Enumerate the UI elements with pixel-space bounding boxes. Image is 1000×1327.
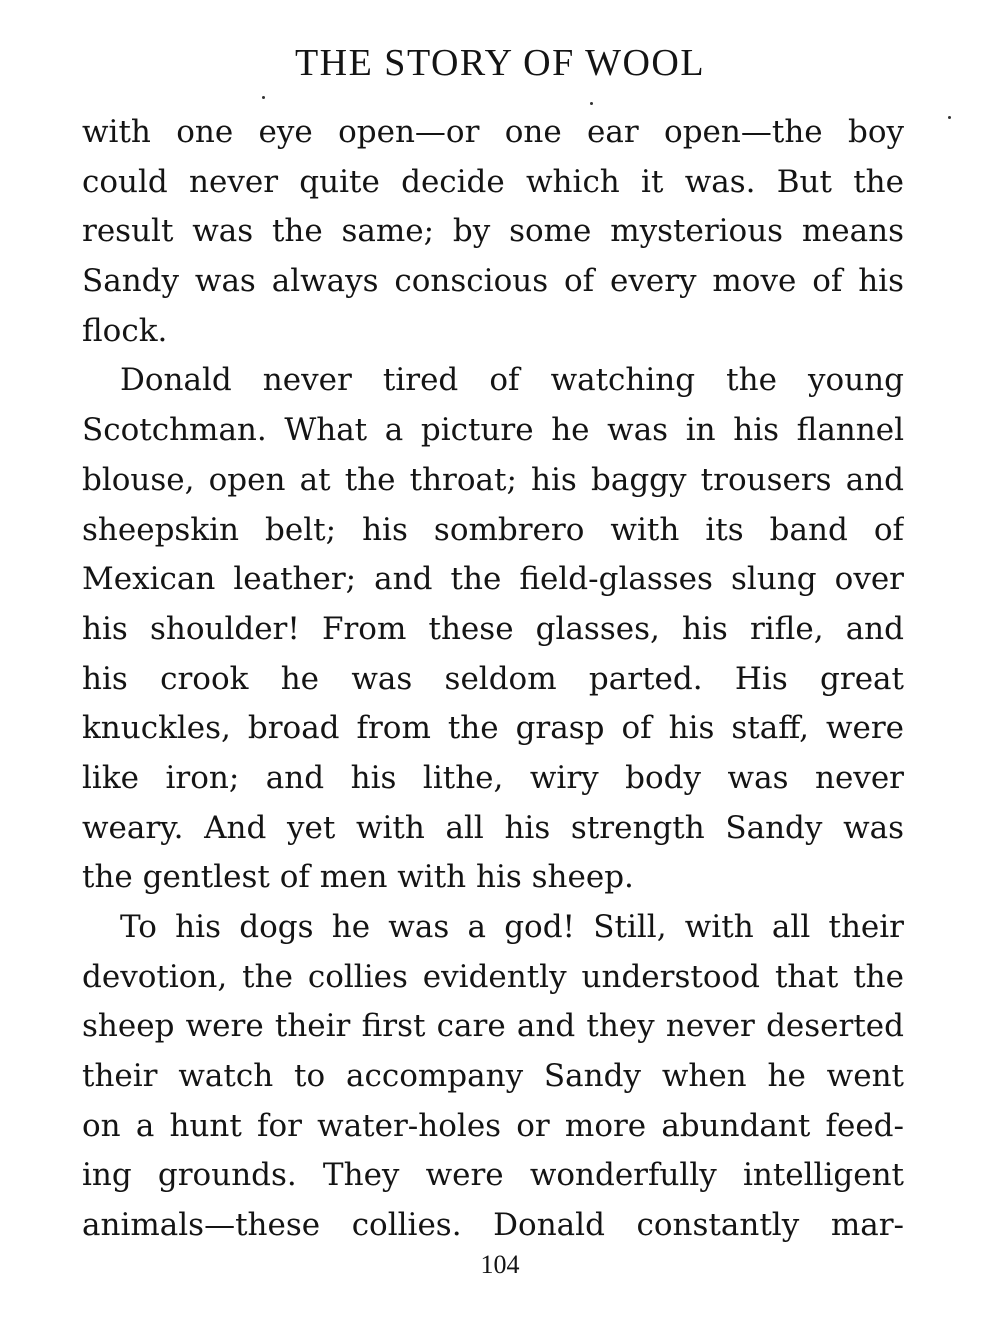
text-line: Donald never tired of watching the young	[120, 362, 904, 399]
text-line: devotion, the collies evidently understood that the	[82, 958, 904, 995]
text-line: like iron; and his lithe, wiry body was never	[82, 759, 904, 796]
text-line: To his dogs he was a god! Still, with all their	[120, 909, 904, 945]
paragraph	[82, 356, 904, 903]
text-line: animals—these collies. Donald constantly mar-	[82, 1207, 904, 1244]
text-line: their watch to accompany Sandy when he went	[82, 1058, 904, 1095]
text-line: Mexican leather; and the field-glasses slung over	[82, 561, 904, 598]
running-head: THE STORY OF WOOL	[294, 42, 706, 84]
text-line: weary. And yet with all his strength Sandy was	[82, 809, 904, 846]
text-line: his crook he was seldom parted. His great	[82, 660, 904, 697]
print-speck	[590, 102, 593, 105]
text-line: Scotchman. What a picture he was in his flannel	[82, 412, 904, 449]
text-line: result was the same; by some mysterious means	[82, 213, 904, 250]
text-line: sheepskin belt; his sombrero with its band of	[82, 511, 904, 548]
print-speck	[262, 96, 265, 99]
text-line: on a hunt for water-holes or more abundant feed-	[82, 1107, 904, 1144]
paragraph	[82, 108, 904, 356]
text-line: ing grounds. They were wonderfully intelligent	[82, 1157, 904, 1194]
text-line: blouse, open at the throat; his baggy trousers and	[82, 461, 904, 498]
print-speck	[948, 116, 951, 119]
text-line: his shoulder! From these glasses, his rifle, and	[82, 610, 904, 647]
text-line: flock.	[82, 312, 168, 349]
text-line: the gentlest of men with his sheep.	[82, 859, 634, 896]
text-line: could never quite decide which it was. But the	[82, 163, 904, 200]
paragraph	[82, 903, 904, 1251]
body-text	[82, 108, 904, 1251]
text-line: with one eye open—or one ear open—the boy	[82, 114, 904, 150]
text-line: knuckles, broad from the grasp of his staff, were	[82, 710, 904, 747]
text-line: sheep were their first care and they never deserted	[82, 1008, 904, 1045]
page-number: 104	[480, 1250, 520, 1279]
text-line: Sandy was always conscious of every move of his	[82, 263, 904, 300]
